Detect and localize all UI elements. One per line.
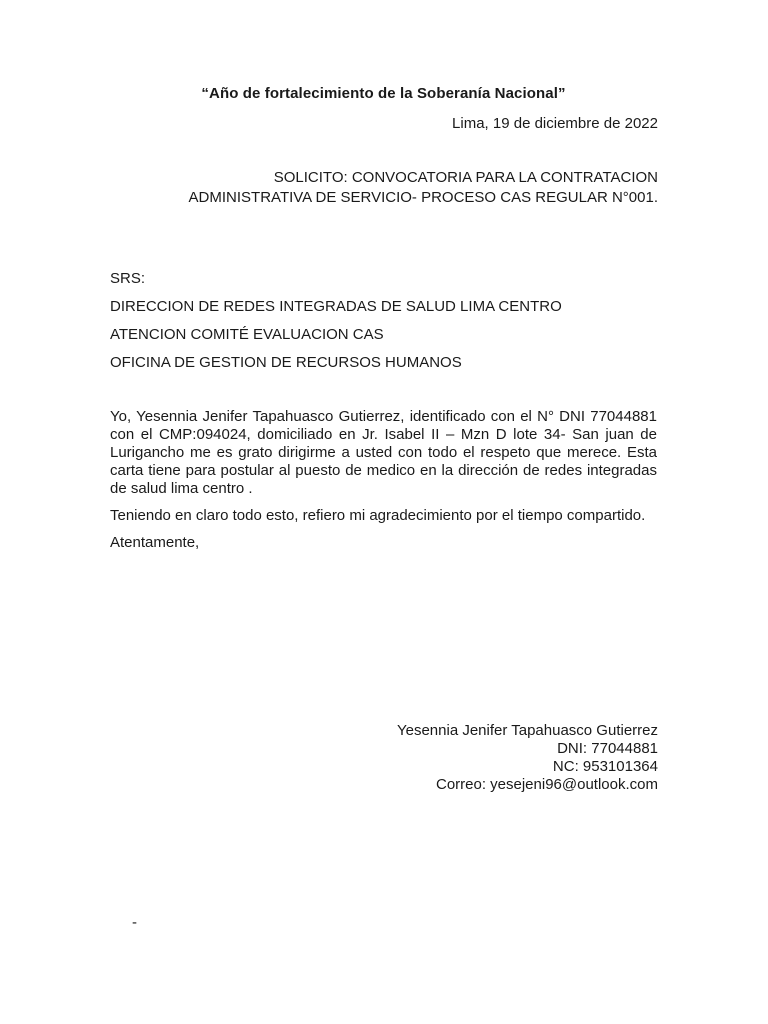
body-paragraph: Teniendo en claro todo esto, refiero mi agradecimiento por el tiempo compartido. (110, 507, 646, 524)
place-date: Lima, 19 de diciembre de 2022 (452, 115, 658, 132)
recipient-line: OFICINA DE GESTION DE RECURSOS HUMANOS (110, 354, 462, 371)
closing: Atentamente, (110, 534, 200, 551)
recipient-block (110, 270, 562, 382)
letter-body (110, 408, 657, 561)
recipient-line: ATENCION COMITÉ EVALUACION CAS (110, 326, 384, 343)
footer-mark: - (132, 914, 137, 931)
body-paragraph: Yo, Yesennia Jenifer Tapahuasco Gutierrez, identificado con el N° DNI 77044881 con el CMP:094024, domiciliado en Jr. Isabel II – Mzn D lote 34- San juan de Lurigancho me es grato dirigirme a usted con todo el respeto que merece. Esta carta tiene para postular al puesto de medico en la dirección de redes integradas de salud lima centro . (110, 408, 657, 497)
subject-line: ADMINISTRATIVA DE SERVICIO- PROCESO CAS REGULAR N°001. (188, 189, 658, 206)
year-slogan: “Año de fortalecimiento de la Soberanía Nacional” (201, 85, 566, 102)
salutation: SRS: (110, 270, 146, 287)
subject-block (158, 168, 658, 208)
subject-line: SOLICITO: CONVOCATORIA PARA LA CONTRATACION (273, 169, 658, 186)
signer-phone: NC: 953101364 (552, 758, 658, 775)
signature-block (397, 722, 658, 794)
recipient-line: DIRECCION DE REDES INTEGRADAS DE SALUD LIMA CENTRO (110, 298, 562, 315)
signer-email: Correo: yesejeni96@outlook.com (435, 776, 658, 793)
signer-name: Yesennia Jenifer Tapahuasco Gutierrez (396, 722, 658, 739)
signer-dni: DNI: 77044881 (557, 740, 658, 757)
